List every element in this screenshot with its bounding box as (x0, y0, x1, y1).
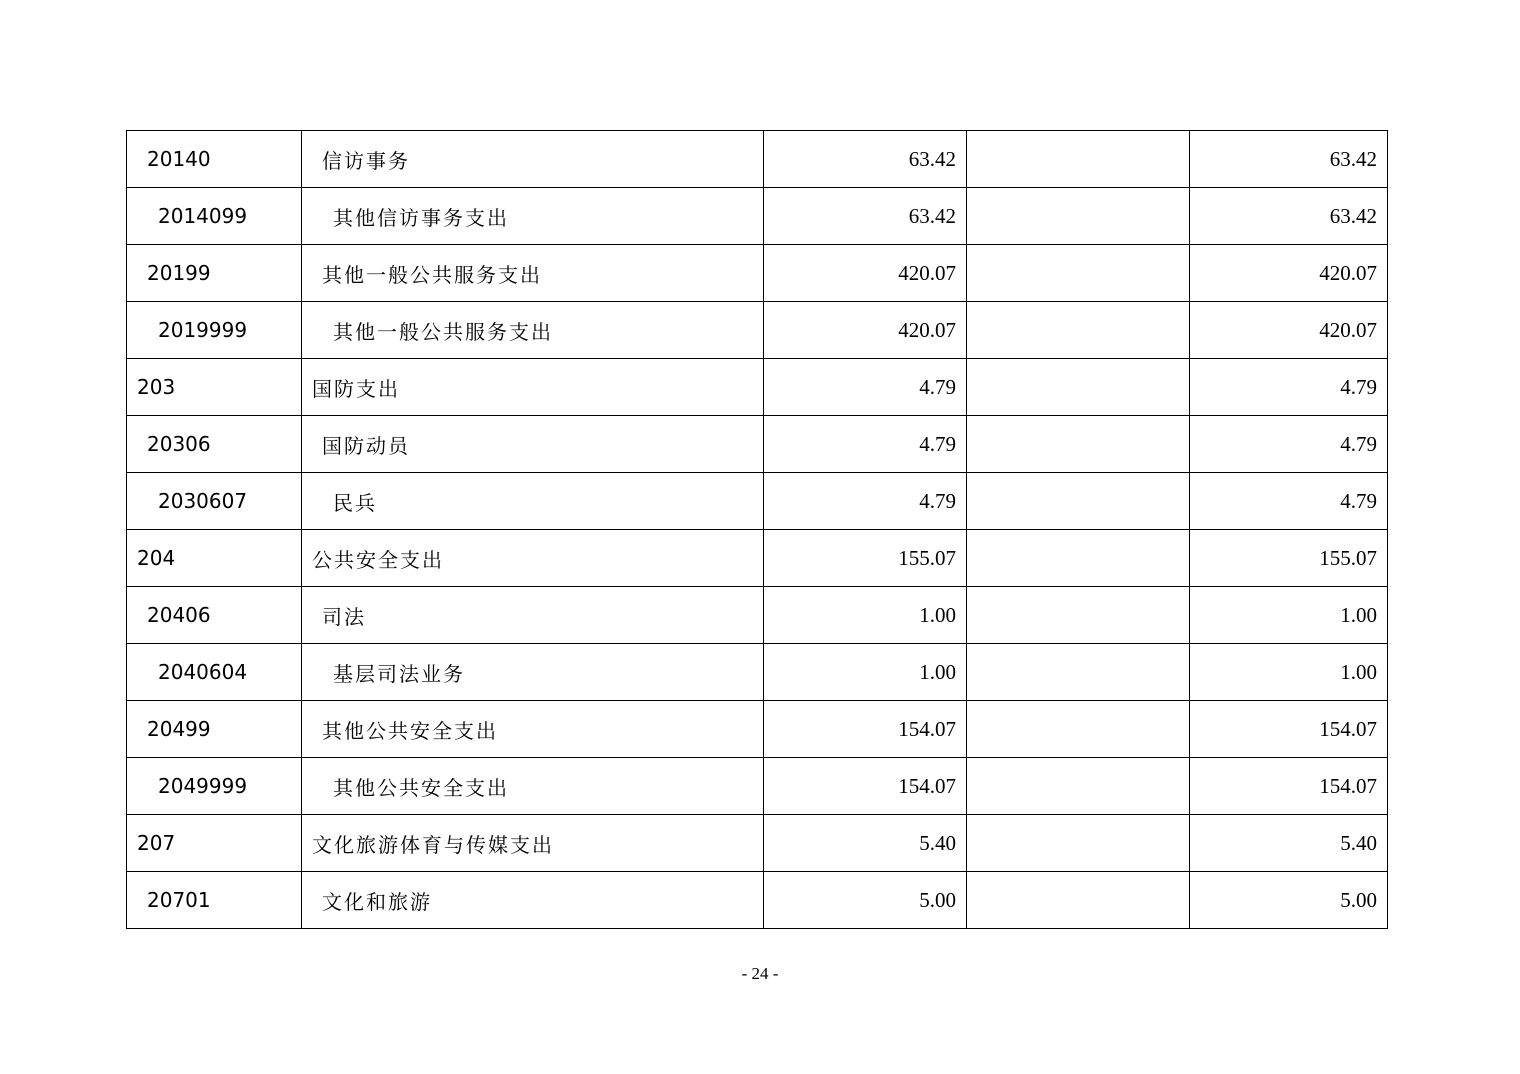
subject-name-cell: 司法 (302, 587, 764, 644)
table-row (127, 530, 1388, 587)
table-row (127, 815, 1388, 872)
subject-code-cell: 20701 (127, 872, 302, 929)
project-expenditure-cell: 1.00 (1190, 644, 1388, 701)
table-row (127, 245, 1388, 302)
subject-code-cell: 2019999 (127, 302, 302, 359)
total-amount-cell: 4.79 (764, 416, 967, 473)
page-number: - 24 - (741, 964, 779, 983)
project-expenditure-cell: 63.42 (1190, 131, 1388, 188)
project-expenditure-cell: 154.07 (1190, 701, 1388, 758)
table-row (127, 872, 1388, 929)
basic-expenditure-cell (967, 815, 1190, 872)
project-expenditure-cell: 4.79 (1190, 473, 1388, 530)
basic-expenditure-cell (967, 530, 1190, 587)
basic-expenditure-cell (967, 416, 1190, 473)
total-amount-cell: 420.07 (764, 302, 967, 359)
project-expenditure-cell: 420.07 (1190, 302, 1388, 359)
total-amount-cell: 420.07 (764, 245, 967, 302)
total-amount-cell: 4.79 (764, 359, 967, 416)
project-expenditure-cell: 1.00 (1190, 587, 1388, 644)
basic-expenditure-cell (967, 245, 1190, 302)
basic-expenditure-cell (967, 302, 1190, 359)
project-expenditure-cell: 4.79 (1190, 416, 1388, 473)
subject-name-cell: 信访事务 (302, 131, 764, 188)
subject-code-cell: 20199 (127, 245, 302, 302)
table-row (127, 359, 1388, 416)
table-row (127, 416, 1388, 473)
project-expenditure-cell: 5.00 (1190, 872, 1388, 929)
table-body (127, 131, 1388, 929)
subject-name-cell: 国防支出 (302, 359, 764, 416)
subject-code-cell: 2040604 (127, 644, 302, 701)
subject-code-cell: 20140 (127, 131, 302, 188)
subject-name-cell: 其他一般公共服务支出 (302, 302, 764, 359)
subject-name-cell: 其他信访事务支出 (302, 188, 764, 245)
table-row (127, 188, 1388, 245)
subject-code-cell: 203 (127, 359, 302, 416)
total-amount-cell: 154.07 (764, 701, 967, 758)
subject-name-cell: 基层司法业务 (302, 644, 764, 701)
project-expenditure-cell: 420.07 (1190, 245, 1388, 302)
basic-expenditure-cell (967, 359, 1190, 416)
table-row (127, 473, 1388, 530)
subject-code-cell: 204 (127, 530, 302, 587)
subject-code-cell: 20406 (127, 587, 302, 644)
table-row (127, 758, 1388, 815)
table-row (127, 587, 1388, 644)
basic-expenditure-cell (967, 701, 1190, 758)
project-expenditure-cell: 4.79 (1190, 359, 1388, 416)
subject-name-cell: 民兵 (302, 473, 764, 530)
project-expenditure-cell: 154.07 (1190, 758, 1388, 815)
subject-code-cell: 20499 (127, 701, 302, 758)
table-row (127, 131, 1388, 188)
subject-name-cell: 公共安全支出 (302, 530, 764, 587)
total-amount-cell: 155.07 (764, 530, 967, 587)
total-amount-cell: 4.79 (764, 473, 967, 530)
basic-expenditure-cell (967, 188, 1190, 245)
subject-name-cell: 文化和旅游 (302, 872, 764, 929)
subject-code-cell: 2014099 (127, 188, 302, 245)
subject-name-cell: 其他一般公共服务支出 (302, 245, 764, 302)
total-amount-cell: 63.42 (764, 188, 967, 245)
basic-expenditure-cell (967, 644, 1190, 701)
basic-expenditure-cell (967, 131, 1190, 188)
project-expenditure-cell: 5.40 (1190, 815, 1388, 872)
project-expenditure-cell: 63.42 (1190, 188, 1388, 245)
subject-code-cell: 2049999 (127, 758, 302, 815)
basic-expenditure-cell (967, 473, 1190, 530)
table-row (127, 302, 1388, 359)
basic-expenditure-cell (967, 758, 1190, 815)
table-row (127, 644, 1388, 701)
subject-code-cell: 20306 (127, 416, 302, 473)
budget-expenditure-table (126, 130, 1388, 929)
total-amount-cell: 5.00 (764, 872, 967, 929)
total-amount-cell: 1.00 (764, 587, 967, 644)
total-amount-cell: 154.07 (764, 758, 967, 815)
basic-expenditure-cell (967, 872, 1190, 929)
subject-code-cell: 207 (127, 815, 302, 872)
subject-code-cell: 2030607 (127, 473, 302, 530)
table-row (127, 701, 1388, 758)
project-expenditure-cell: 155.07 (1190, 530, 1388, 587)
total-amount-cell: 5.40 (764, 815, 967, 872)
subject-name-cell: 文化旅游体育与传媒支出 (302, 815, 764, 872)
total-amount-cell: 63.42 (764, 131, 967, 188)
total-amount-cell: 1.00 (764, 644, 967, 701)
basic-expenditure-cell (967, 587, 1190, 644)
subject-name-cell: 国防动员 (302, 416, 764, 473)
subject-name-cell: 其他公共安全支出 (302, 758, 764, 815)
subject-name-cell: 其他公共安全支出 (302, 701, 764, 758)
